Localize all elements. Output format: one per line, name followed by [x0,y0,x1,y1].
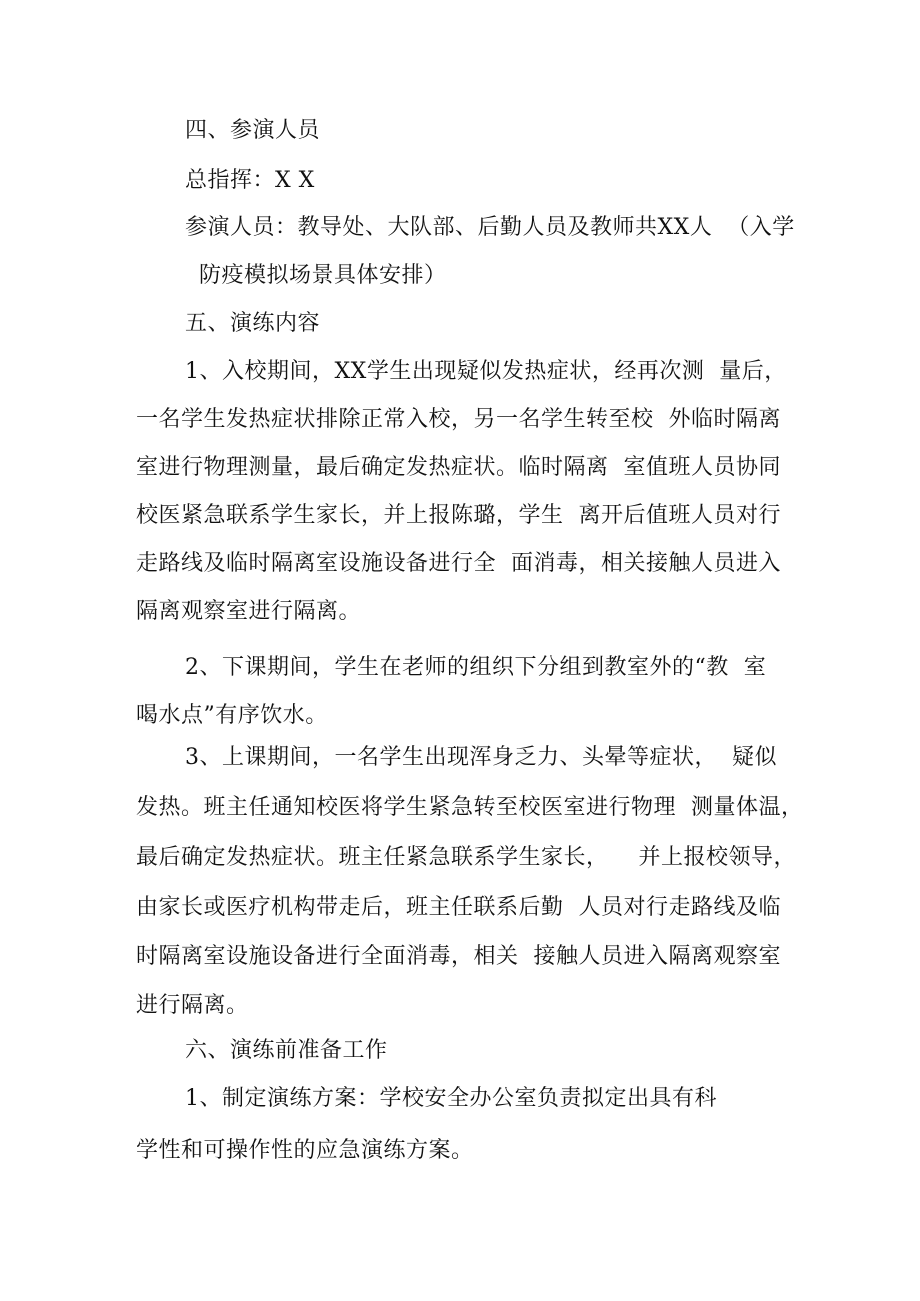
text-line: 进行隔离。 [136,993,249,1018]
text-line: 学性和可操作性的应急演练方案。 [136,1138,474,1163]
text-line: 3、上课期间，一名学生出现浑身乏力、头晕等症状， 疑似 [185,745,777,770]
text-line: 由家长或医疗机构带走后，班主任联系后勤 人员对行走路线及临 [136,895,781,920]
text-line: 最后确定发热症状。班主任紧急联系学生家长， 并上报校领导， [136,845,796,870]
text-line: 室进行物理测量，最后确定发热症状。临时隔离 室值班人员协同 [136,455,781,480]
text-line: 参演人员：教导处、大队部、后勤人员及教师共XX人 （入学 [185,215,795,240]
section-heading-participants: 四、参演人员 [185,118,321,143]
text-line: 2、下课期间，学生在老师的组织下分组到教室外的“教 室 [185,655,767,680]
text-line: 校医紧急联系学生家长，并上报陈璐，学生 离开后值班人员对行 [136,503,781,528]
text-line: 总指挥：X X [185,168,315,193]
text-line: 走路线及临时隔离室设施设备进行全 面消毒，相关接触人员进入 [136,551,781,576]
text-line: 喝水点”有序饮水。 [136,703,328,728]
text-line: 防疫模拟场景具体安排） [199,263,447,288]
section-heading-preparation: 六、演练前准备工作 [185,1038,388,1063]
section-heading-content: 五、演练内容 [185,311,321,336]
text-line: 1、入校期间，XX学生出现疑似发热症状，经再次测 量后， [185,359,787,384]
text-line: 一名学生发热症状排除正常入校，另一名学生转至校 外临时隔离 [136,407,781,432]
text-line: 时隔离室设施设备进行全面消毒，相关 接触人员进入隔离观察室 [136,944,781,969]
text-line: 1、制定演练方案：学校安全办公室负责拟定出具有科 [185,1086,717,1111]
text-line: 隔离观察室进行隔离。 [136,599,362,624]
text-line: 发热。班主任通知校医将学生紧急转至校医室进行物理 测量体温， [136,795,804,820]
